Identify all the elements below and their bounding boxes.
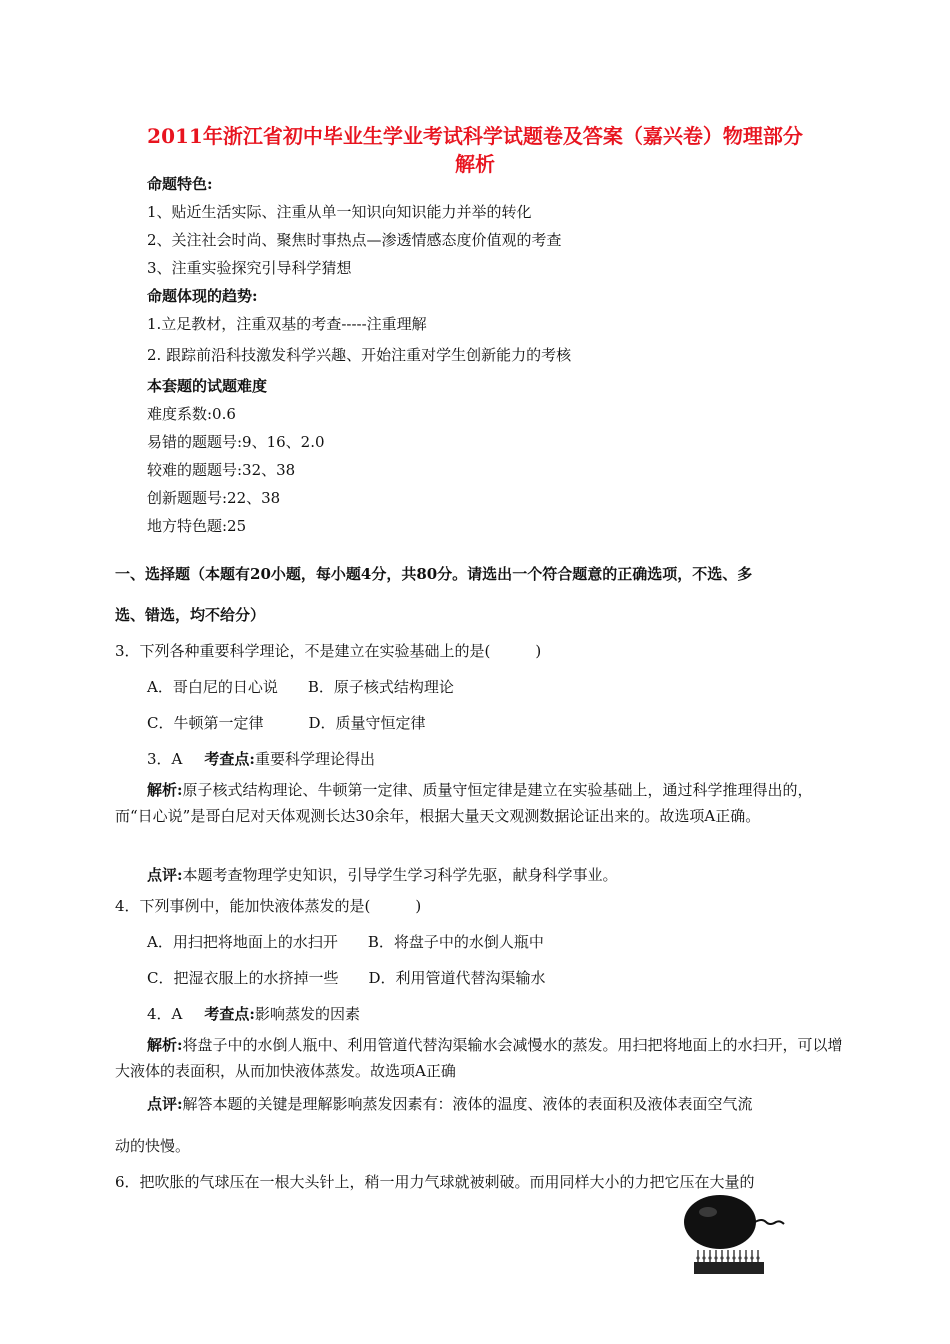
question-4-analysis	[115, 1032, 843, 1084]
point-text: 重要科学理论得出	[254, 750, 375, 768]
difficulty-item: 较难的题题号:32、38	[147, 461, 296, 479]
question-3-stem: 3．下列各种重要科学理论，不是建立在实验基础上的是( )	[115, 642, 542, 660]
answer: 4．A	[147, 1005, 183, 1023]
comment-label: 点评:	[147, 1095, 183, 1113]
section-heading-continued: 选、错选，均不给分）	[115, 606, 266, 624]
trend-item: 2. 跟踪前沿科技激发科学兴趣、开始注重对学生创新能力的考核	[147, 346, 572, 364]
question-4-comment	[147, 1094, 753, 1114]
pin-board	[694, 1262, 764, 1274]
trend-heading: 命题体现的趋势:	[147, 287, 258, 305]
balloon-on-pins-figure	[680, 1192, 790, 1278]
analysis-label: 解析:	[147, 781, 183, 799]
question-4-stem: 4．下列事例中，能加快液体蒸发的是( )	[115, 897, 422, 915]
question-4-options: C．把湿衣服上的水挤掉一些 D．利用管道代替沟渠输水	[147, 969, 546, 987]
question-3-options: C．牛顿第一定律 D．质量守恒定律	[147, 714, 426, 732]
difficulty-item: 易错的题题号:9、16、2.0	[147, 433, 325, 451]
comment-text: 本题考查物理学史知识，引导学生学习科学先驱，献身科学事业。	[182, 866, 618, 884]
question-4-options: A．用扫把将地面上的水扫开 B．将盘子中的水倒人瓶中	[147, 933, 544, 951]
features-heading: 命题特色:	[147, 175, 213, 193]
question-4-answer-line	[147, 1004, 360, 1024]
document-title: 2011年浙江省初中毕业生学业考试科学试题卷及答案（嘉兴卷）物理部分	[147, 124, 803, 148]
comment-text: 解答本题的关键是理解影响蒸发因素有：液体的温度、液体的表面积及液体表面空气流	[182, 1095, 753, 1113]
point-text: 影响蒸发的因素	[254, 1005, 360, 1023]
question-6-stem: 6．把吹胀的气球压在一根大头针上，稍一用力气球就被刺破。而用同样大小的力把它压在大量的	[115, 1173, 755, 1191]
question-4-comment-continued: 动的快慢。	[115, 1137, 191, 1155]
question-3-answer-line	[147, 749, 375, 769]
feature-item: 1、贴近生活实际、注重从单一知识向知识能力并举的转化	[147, 203, 532, 221]
difficulty-heading: 本套题的试题难度	[147, 377, 268, 395]
analysis-text: 原子核式结构理论、牛顿第一定律、质量守恒定律是建立在实验基础上，通过科学推理得出的，而“日心说”是哥白尼对天体观测长达30余年，根据大量天文观测数据论证出来的。故选项A正确。	[115, 781, 813, 825]
balloon-shape	[684, 1195, 756, 1249]
document-title-continued: 解析	[455, 152, 495, 176]
difficulty-item: 创新题题号:22、38	[147, 489, 281, 507]
feature-item: 3、注重实验探究引导科学猜想	[147, 259, 352, 277]
feature-item: 2、关注社会时尚、聚焦时事热点—渗透情感态度价值观的考查	[147, 231, 562, 249]
point-label: 考查点:	[204, 1005, 255, 1023]
analysis-text: 将盘子中的水倒人瓶中、利用管道代替沟渠输水会减慢水的蒸发。用扫把将地面上的水扫开，可以增大液体的表面积，从而加快液体蒸发。故选项A正确	[115, 1036, 843, 1080]
question-3-options: A．哥白尼的日心说 B．原子核式结构理论	[147, 678, 454, 696]
difficulty-item: 难度系数:0.6	[147, 405, 236, 423]
trend-item: 1.立足教材，注重双基的考查-----注重理解	[147, 315, 427, 333]
comment-label: 点评:	[147, 866, 183, 884]
question-3-comment	[147, 865, 618, 885]
answer: 3．A	[147, 750, 183, 768]
point-label: 考查点:	[204, 750, 255, 768]
analysis-label: 解析:	[147, 1036, 183, 1054]
section-heading: 一、选择题（本题有20小题，每小题4分，共80分。请选出一个符合题意的正确选项，不选、多	[115, 565, 753, 583]
question-3-analysis	[115, 777, 843, 829]
difficulty-item: 地方特色题:25	[147, 517, 247, 535]
